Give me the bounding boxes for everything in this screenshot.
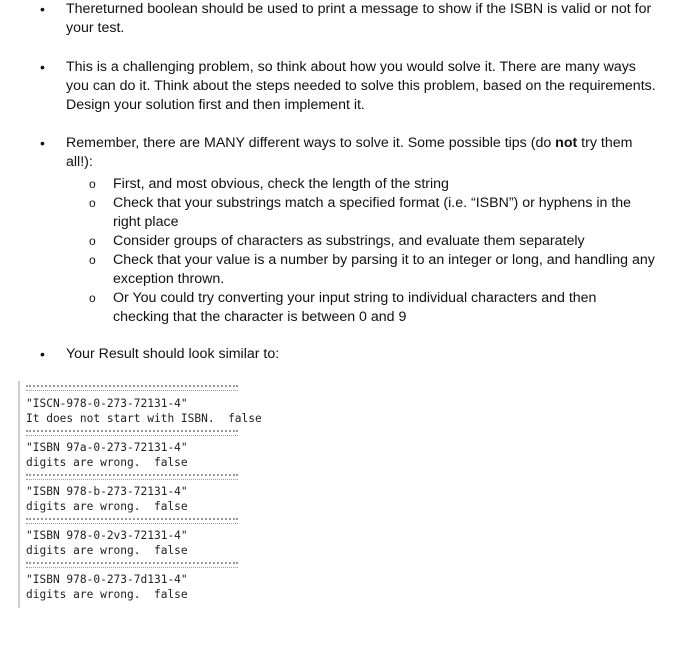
sub-list-item (66, 289, 656, 327)
console-input-line: "ISBN 978-b-273-72131-4" (26, 485, 188, 498)
console-output (18, 381, 270, 608)
bullet-text: This is a challenging problem, so think about how you would solve it. There are many ways you can do it. Think about the steps needed to solve this problem, based on the requirements. Design your solution first and then implement it. (66, 59, 656, 113)
bullet-marker: • (40, 1, 45, 17)
tips-sub-list (66, 175, 656, 327)
bullet-marker: • (40, 59, 45, 75)
console-input-line: "ISBN 978-0-273-7d131-4" (26, 573, 188, 586)
console-result-line: digits are wrong. false (26, 544, 188, 557)
sub-bullet-marker: o (89, 234, 96, 248)
tips-intro-text: Remember, there are MANY different ways to solve it. Some possible tips (do (66, 135, 556, 151)
sub-list-item (66, 232, 656, 251)
bullet-marker: • (40, 346, 45, 362)
separator-line (26, 385, 238, 391)
bullet-text: Thereturned boolean should be used to print a message to show if the ISBN is valid or not for your test. (66, 1, 652, 36)
console-input-line: "ISBN 978-0-2v3-72131-4" (26, 529, 188, 542)
sub-item-text: Check that your substrings match a specified format (i.e. “ISBN”) or hyphens in the right place (113, 195, 632, 230)
bullet-text: Your Result should look similar to: (66, 346, 280, 362)
sub-list-item (66, 194, 656, 232)
separator-line (26, 474, 238, 480)
sub-item-text: Consider groups of characters as substrings, and evaluate them separately (113, 233, 585, 249)
tips-bold-word: not (555, 135, 578, 151)
sub-bullet-marker: o (89, 196, 96, 210)
sub-list-item (66, 251, 656, 289)
separator-line (26, 562, 238, 568)
bullet-marker: • (40, 135, 45, 151)
console-input-line: "ISCN-978-0-273-72131-4" (26, 397, 188, 410)
tips-intro-text-end: try them all!): (66, 135, 633, 170)
console-result-line: It does not start with ISBN. false (26, 412, 262, 425)
console-result-line: digits are wrong. false (26, 456, 188, 469)
sub-list-item (66, 175, 656, 194)
separator-line (26, 518, 238, 524)
bullet-text (66, 134, 656, 327)
sub-bullet-marker: o (89, 253, 96, 267)
sub-item-text: Or You could try converting your input string to individual characters and then checking that the character is between 0 and 9 (113, 290, 597, 325)
console-result-line: digits are wrong. false (26, 500, 188, 513)
sub-bullet-marker: o (89, 177, 96, 191)
console-result-line: digits are wrong. false (26, 588, 188, 601)
separator-line (26, 430, 238, 436)
sub-item-text: Check that your value is a number by parsing it to an integer or long, and handling any exception thrown. (113, 252, 655, 287)
sub-item-text: First, and most obvious, check the length of the string (113, 176, 449, 192)
sub-bullet-marker: o (89, 291, 96, 305)
console-input-line: "ISBN 97a-0-273-72131-4" (26, 441, 188, 454)
